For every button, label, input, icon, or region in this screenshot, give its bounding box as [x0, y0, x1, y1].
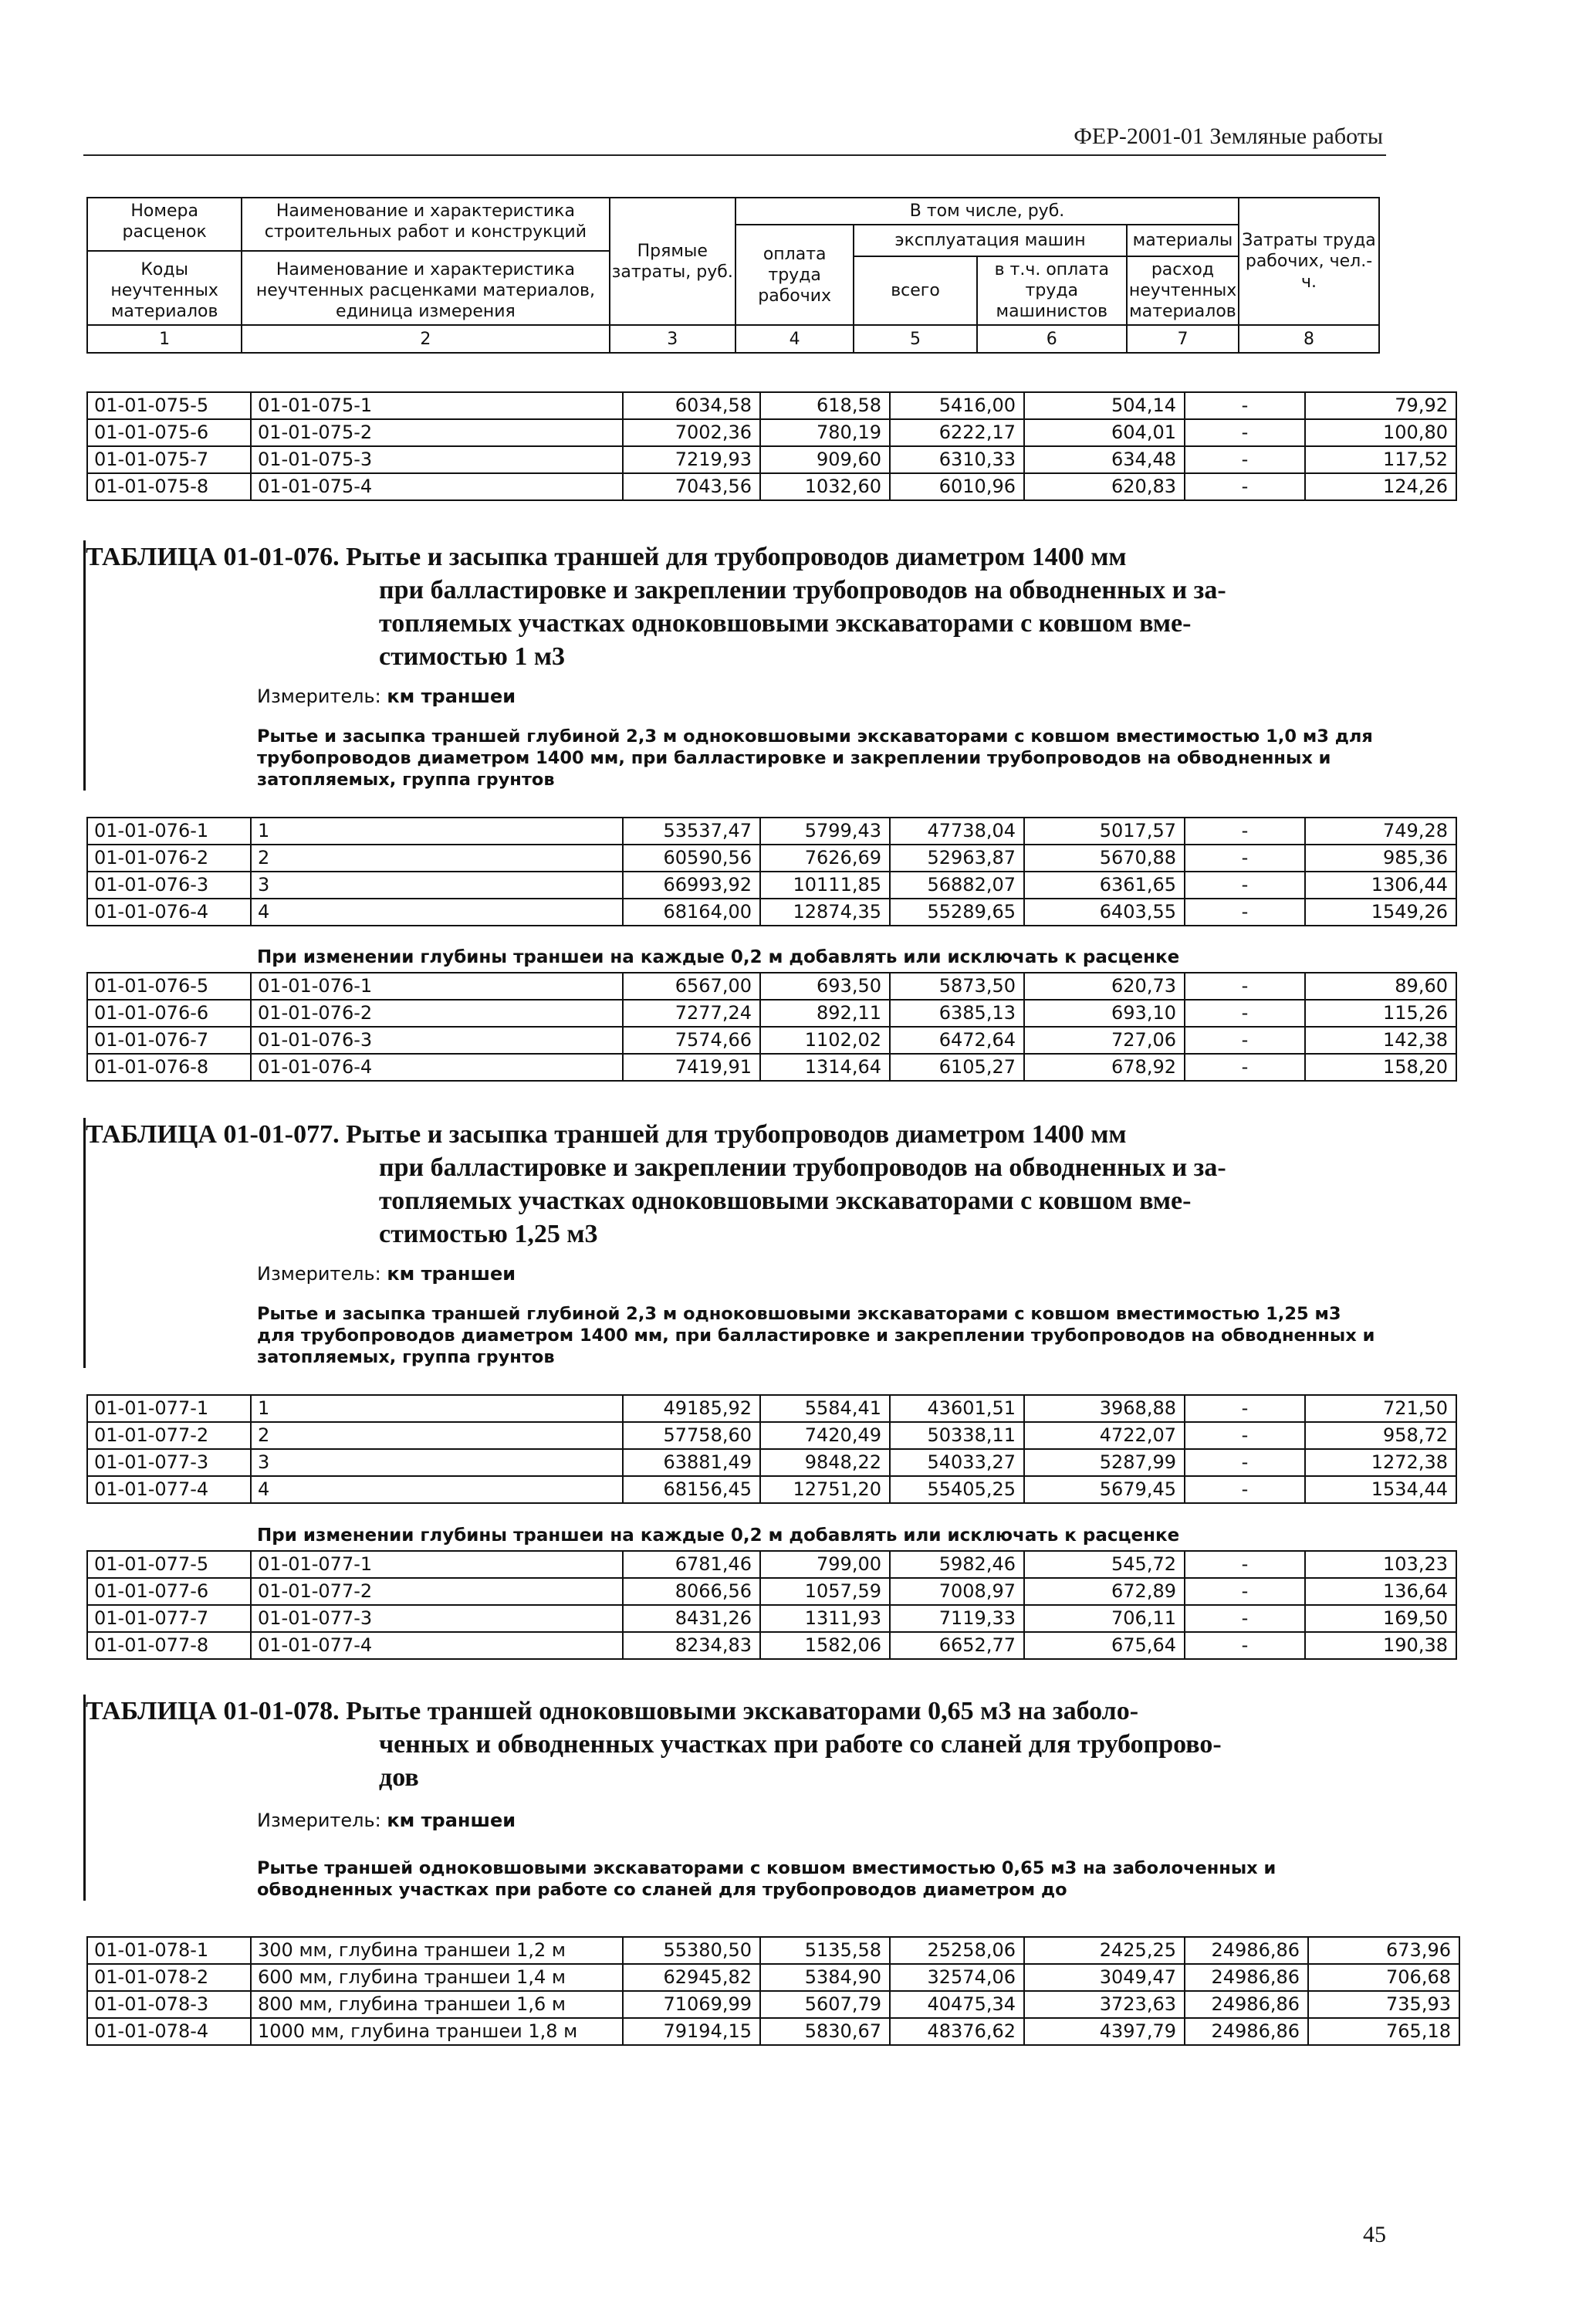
operators-pay: 678,92: [1024, 1054, 1185, 1081]
direct-costs: 7277,24: [623, 1000, 760, 1027]
labor-hours: 117,52: [1305, 446, 1456, 473]
operators-pay: 6403,55: [1024, 899, 1185, 926]
labor-pay: 693,50: [760, 973, 890, 1000]
rate-name: 3: [251, 1449, 623, 1476]
rate-code: 01-01-076-6: [87, 1000, 251, 1027]
materials: -: [1185, 1054, 1305, 1081]
direct-costs: 8066,56: [623, 1578, 760, 1605]
labor-hours: 136,64: [1305, 1578, 1456, 1605]
rate-code: 01-01-077-1: [87, 1395, 251, 1422]
table-076-subhead-wrap: [83, 943, 1386, 972]
rate-name: 800 мм, глубина траншеи 1,6 м: [251, 1991, 623, 2018]
labor-pay: 892,11: [760, 1000, 890, 1027]
materials: -: [1185, 1605, 1305, 1632]
direct-costs: 8431,26: [623, 1605, 760, 1632]
labor-hours: 1549,26: [1305, 899, 1456, 926]
rate-name: 01-01-075-4: [251, 473, 623, 500]
rate-name: 1000 мм, глубина траншеи 1,8 м: [251, 2018, 623, 2045]
direct-costs: 7043,56: [623, 473, 760, 500]
rate-name: 01-01-077-4: [251, 1632, 623, 1659]
machines-total: 43601,51: [890, 1395, 1024, 1422]
operators-pay: 3968,88: [1024, 1395, 1185, 1422]
labor-hours: 958,72: [1305, 1422, 1456, 1449]
machines-total: 5982,46: [890, 1551, 1024, 1578]
rate-name: 01-01-076-3: [251, 1027, 623, 1054]
labor-hours: 142,38: [1305, 1027, 1456, 1054]
direct-costs: 68156,45: [623, 1476, 760, 1503]
column-number: 4: [735, 325, 854, 353]
labor-pay: 1057,59: [760, 1578, 890, 1605]
rate-code: 01-01-076-3: [87, 872, 251, 899]
machines-total: 6010,96: [890, 473, 1024, 500]
table-row: [87, 1578, 1456, 1605]
labor-pay: 799,00: [760, 1551, 890, 1578]
materials: 24986,86: [1185, 1964, 1308, 1991]
header-codes-cell: [87, 198, 242, 325]
table-row: [87, 1991, 1459, 2018]
page-number: 45: [1363, 2222, 1386, 2247]
table-077-lead: ТАБЛИЦА 01-01-077.: [86, 1120, 340, 1149]
direct-costs: 66993,92: [623, 872, 760, 899]
measure-label: Измеритель:: [257, 1263, 381, 1285]
labor-pay: 909,60: [760, 446, 890, 473]
operators-pay: 5670,88: [1024, 845, 1185, 872]
operators-pay: 634,48: [1024, 446, 1185, 473]
header-name-bottom: Наименование и характеристика неучтенных расценками материалов, единица измерения: [255, 260, 595, 321]
labor-hours: 749,28: [1305, 818, 1456, 845]
rate-code: 01-01-076-1: [87, 818, 251, 845]
header-codes-bottom: Коды неучтенных материалов: [110, 260, 218, 321]
direct-costs: 6034,58: [623, 392, 760, 419]
header-divider: [88, 250, 241, 252]
table-076-title-line: стимостью 1 м3: [379, 642, 566, 671]
table-078-title: [86, 1695, 1388, 1794]
machines-total: 55289,65: [890, 899, 1024, 926]
rate-code: 01-01-075-5: [87, 392, 251, 419]
measure-label: Измеритель:: [257, 686, 381, 707]
operators-pay: 4397,79: [1024, 2018, 1185, 2045]
machines-total: 7008,97: [890, 1578, 1024, 1605]
table-078-section: [83, 1695, 1388, 1901]
direct-costs: 7219,93: [623, 446, 760, 473]
rates-table-076-depth: [86, 972, 1457, 1082]
operators-pay: 3723,63: [1024, 1991, 1185, 2018]
header-machines: эксплуатация машин: [854, 225, 1127, 256]
rate-name: 300 мм, глубина траншеи 1,2 м: [251, 1937, 623, 1964]
labor-pay: 12874,35: [760, 899, 890, 926]
materials: -: [1185, 1551, 1305, 1578]
table-row: [87, 419, 1456, 446]
table-row: [87, 1551, 1456, 1578]
materials: -: [1185, 446, 1305, 473]
table-row: [87, 1937, 1459, 1964]
operators-pay: 5287,99: [1024, 1449, 1185, 1476]
direct-costs: 63881,49: [623, 1449, 760, 1476]
machines-total: 55405,25: [890, 1476, 1024, 1503]
rate-code: 01-01-076-2: [87, 845, 251, 872]
materials: -: [1185, 845, 1305, 872]
header-direct-costs: Прямые затраты, руб.: [610, 198, 736, 325]
table-078-lead: ТАБЛИЦА 01-01-078.: [86, 1697, 340, 1725]
labor-pay: 12751,20: [760, 1476, 890, 1503]
table-076-title-line: Рытье и засыпка траншей для трубопроводов диаметром 1400 мм: [346, 543, 1127, 571]
table-077-section: [83, 1118, 1388, 1368]
labor-pay: 5384,90: [760, 1964, 890, 1991]
operators-pay: 706,11: [1024, 1605, 1185, 1632]
rate-code: 01-01-078-1: [87, 1937, 251, 1964]
rate-code: 01-01-076-5: [87, 973, 251, 1000]
table-078-title-line: Рытье траншей одноковшовыми экскаваторами 0,65 м3 на заболо-: [346, 1697, 1139, 1725]
labor-hours: 673,96: [1308, 1937, 1459, 1964]
operators-pay: 672,89: [1024, 1578, 1185, 1605]
materials: -: [1185, 872, 1305, 899]
labor-pay: 9848,22: [760, 1449, 890, 1476]
materials: -: [1185, 1632, 1305, 1659]
header-labor-costs: Затраты труда рабочих, чел.-ч.: [1239, 198, 1379, 325]
header-materials: материалы: [1127, 225, 1239, 256]
table-row: [87, 973, 1456, 1000]
labor-pay: 5799,43: [760, 818, 890, 845]
labor-pay: 5584,41: [760, 1395, 890, 1422]
labor-hours: 985,36: [1305, 845, 1456, 872]
table-row: [87, 872, 1456, 899]
labor-pay: 5830,67: [760, 2018, 890, 2045]
table-row: [87, 392, 1456, 419]
table-077-title-line: Рытье и засыпка траншей для трубопроводов диаметром 1400 мм: [346, 1120, 1127, 1149]
machines-total: 25258,06: [890, 1937, 1024, 1964]
labor-hours: 124,26: [1305, 473, 1456, 500]
table-076-lead: ТАБЛИЦА 01-01-076.: [86, 543, 340, 571]
labor-pay: 10111,85: [760, 872, 890, 899]
direct-costs: 62945,82: [623, 1964, 760, 1991]
header-including: В том числе, руб.: [735, 198, 1239, 225]
column-number: 3: [610, 325, 736, 353]
table-row: [87, 2018, 1459, 2045]
table-row: [87, 1476, 1456, 1503]
table-row: [87, 1027, 1456, 1054]
machines-total: 50338,11: [890, 1422, 1024, 1449]
rate-code: 01-01-075-8: [87, 473, 251, 500]
table-row: [87, 1632, 1456, 1659]
measure-label: Измеритель:: [257, 1810, 381, 1831]
labor-hours: 190,38: [1305, 1632, 1456, 1659]
direct-costs: 49185,92: [623, 1395, 760, 1422]
machines-total: 54033,27: [890, 1449, 1024, 1476]
labor-hours: 79,92: [1305, 392, 1456, 419]
rate-name: 3: [251, 872, 623, 899]
rate-name: 01-01-075-3: [251, 446, 623, 473]
table-row: [87, 1054, 1456, 1081]
rate-name: 01-01-076-2: [251, 1000, 623, 1027]
rate-code: 01-01-077-6: [87, 1578, 251, 1605]
materials: -: [1185, 973, 1305, 1000]
table-077-measure: [257, 1263, 1388, 1285]
table-076-section: [83, 540, 1388, 791]
rate-code: 01-01-077-2: [87, 1422, 251, 1449]
materials: -: [1185, 392, 1305, 419]
labor-hours: 169,50: [1305, 1605, 1456, 1632]
direct-costs: 71069,99: [623, 1991, 760, 2018]
rate-name: 1: [251, 818, 623, 845]
direct-costs: 79194,15: [623, 2018, 760, 2045]
machines-total: 6105,27: [890, 1054, 1024, 1081]
labor-pay: 7626,69: [760, 845, 890, 872]
machines-total: 56882,07: [890, 872, 1024, 899]
rate-name: 01-01-076-4: [251, 1054, 623, 1081]
rate-code: 01-01-075-6: [87, 419, 251, 446]
rate-name: 2: [251, 845, 623, 872]
rate-name: 4: [251, 899, 623, 926]
machines-total: 52963,87: [890, 845, 1024, 872]
materials: 24986,86: [1185, 2018, 1308, 2045]
direct-costs: 7574,66: [623, 1027, 760, 1054]
rate-name: 600 мм, глубина траншеи 1,4 м: [251, 1964, 623, 1991]
machines-total: 5873,50: [890, 973, 1024, 1000]
header-machines-total: всего: [854, 256, 976, 325]
machines-total: 6652,77: [890, 1632, 1024, 1659]
labor-hours: 1306,44: [1305, 872, 1456, 899]
header-divider: [242, 250, 608, 252]
rate-code: 01-01-078-3: [87, 1991, 251, 2018]
direct-costs: 53537,47: [623, 818, 760, 845]
materials: -: [1185, 419, 1305, 446]
rate-name: 01-01-077-2: [251, 1578, 623, 1605]
direct-costs: 55380,50: [623, 1937, 760, 1964]
direct-costs: 6781,46: [623, 1551, 760, 1578]
running-head: ФЕР-2001-01 Земляные работы: [1074, 124, 1383, 149]
rate-code: 01-01-075-7: [87, 446, 251, 473]
rates-table-077-depth: [86, 1550, 1457, 1660]
labor-hours: 706,68: [1308, 1964, 1459, 1991]
rate-code: 01-01-076-4: [87, 899, 251, 926]
rate-code: 01-01-077-5: [87, 1551, 251, 1578]
rates-table-076: [86, 817, 1457, 926]
table-076-subheading: При изменении глубины траншеи на каждые 0,2 м добавлять или исключать к расценке: [257, 947, 1180, 967]
materials: -: [1185, 1578, 1305, 1605]
table-078-title-line: дов: [379, 1763, 419, 1792]
labor-hours: 765,18: [1308, 2018, 1459, 2045]
rates-table-077: [86, 1394, 1457, 1504]
rate-name: 01-01-077-3: [251, 1605, 623, 1632]
operators-pay: 620,83: [1024, 473, 1185, 500]
operators-pay: 620,73: [1024, 973, 1185, 1000]
labor-hours: 1534,44: [1305, 1476, 1456, 1503]
rate-name: 2: [251, 1422, 623, 1449]
rate-name: 01-01-075-1: [251, 392, 623, 419]
table-076-description: Рытье и засыпка траншей глубиной 2,3 м одноковшовыми экскаваторами с ковшом вместимостью 1,0 м3 для трубопроводов диаметром 1400 мм, при балластировке и закреплении трубопроводов на обводненных и затопляемых, группа грунтов: [257, 726, 1373, 790]
labor-hours: 89,60: [1305, 973, 1456, 1000]
operators-pay: 3049,47: [1024, 1964, 1185, 1991]
direct-costs: 8234,83: [623, 1632, 760, 1659]
labor-pay: 1582,06: [760, 1632, 890, 1659]
operators-pay: 504,14: [1024, 392, 1185, 419]
table-076-title: [86, 540, 1388, 673]
direct-costs: 7419,91: [623, 1054, 760, 1081]
rate-code: 01-01-076-8: [87, 1054, 251, 1081]
table-row: [87, 899, 1456, 926]
rate-name: 01-01-077-1: [251, 1551, 623, 1578]
rate-name: 1: [251, 1395, 623, 1422]
table-078-title-line: ченных и обводненных участках при работе со сланей для трубопрово-: [379, 1730, 1222, 1759]
column-number: 8: [1239, 325, 1379, 353]
materials: -: [1185, 1000, 1305, 1027]
labor-pay: 1311,93: [760, 1605, 890, 1632]
materials: -: [1185, 473, 1305, 500]
table-076-title-line: топляемых участках одноковшовыми экскаваторами с ковшом вме-: [379, 609, 1192, 638]
rate-name: 01-01-075-2: [251, 419, 623, 446]
operators-pay: 6361,65: [1024, 872, 1185, 899]
table-077-subheading: При изменении глубины траншеи на каждые 0,2 м добавлять или исключать к расценке: [257, 1525, 1180, 1546]
table-row: [87, 1449, 1456, 1476]
table-row: [87, 818, 1456, 845]
direct-costs: 6567,00: [623, 973, 760, 1000]
column-number: 7: [1127, 325, 1239, 353]
rates-table-075: [86, 391, 1457, 501]
table-077-subhead-wrap: [83, 1521, 1386, 1550]
column-number: 5: [854, 325, 976, 353]
table-row: [87, 1000, 1456, 1027]
column-number: 2: [242, 325, 609, 353]
machines-total: 6222,17: [890, 419, 1024, 446]
labor-pay: 5607,79: [760, 1991, 890, 2018]
materials: -: [1185, 1476, 1305, 1503]
labor-hours: 100,80: [1305, 419, 1456, 446]
rate-code: 01-01-077-7: [87, 1605, 251, 1632]
table-078-description: Рытье траншей одноковшовыми экскаваторами с ковшом вместимостью 0,65 м3 на заболоченных и обводненных участках при работе со сланей для трубопроводов диаметром до: [257, 1858, 1276, 1900]
table-077-title-line: при балластировке и закреплении трубопроводов на обводненных и за-: [379, 1153, 1226, 1182]
table-row: [87, 845, 1456, 872]
measure-value: км траншеи: [387, 686, 516, 707]
header-labor-pay: оплата труда рабочих: [735, 225, 854, 325]
operators-pay: 2425,25: [1024, 1937, 1185, 1964]
table-row: [87, 446, 1456, 473]
table-row: [87, 1422, 1456, 1449]
rate-code: 01-01-076-7: [87, 1027, 251, 1054]
column-number: 1: [87, 325, 242, 353]
direct-costs: 60590,56: [623, 845, 760, 872]
labor-hours: 115,26: [1305, 1000, 1456, 1027]
rate-code: 01-01-077-8: [87, 1632, 251, 1659]
operators-pay: 5017,57: [1024, 818, 1185, 845]
rate-code: 01-01-078-4: [87, 2018, 251, 2045]
materials: -: [1185, 1449, 1305, 1476]
labor-pay: 1314,64: [760, 1054, 890, 1081]
operators-pay: 675,64: [1024, 1632, 1185, 1659]
machines-total: 32574,06: [890, 1964, 1024, 1991]
machines-total: 7119,33: [890, 1605, 1024, 1632]
table-076-title-line: при балластировке и закреплении трубопроводов на обводненных и за-: [379, 576, 1226, 604]
operators-pay: 727,06: [1024, 1027, 1185, 1054]
measure-value: км траншеи: [387, 1810, 516, 1831]
header-name-top: Наименование и характеристика строительных работ и конструкций: [264, 201, 587, 242]
machines-total: 47738,04: [890, 818, 1024, 845]
rate-code: 01-01-077-4: [87, 1476, 251, 1503]
operators-pay: 5679,45: [1024, 1476, 1185, 1503]
rate-code: 01-01-077-3: [87, 1449, 251, 1476]
labor-hours: 1272,38: [1305, 1449, 1456, 1476]
table-row: [87, 1964, 1459, 1991]
machines-total: 48376,62: [890, 2018, 1024, 2045]
labor-hours: 721,50: [1305, 1395, 1456, 1422]
direct-costs: 57758,60: [623, 1422, 760, 1449]
operators-pay: 545,72: [1024, 1551, 1185, 1578]
column-header-table: [86, 197, 1380, 354]
header-codes-top: Номера расценок: [122, 201, 207, 242]
materials: -: [1185, 1422, 1305, 1449]
machines-total: 6472,64: [890, 1027, 1024, 1054]
table-077-title: [86, 1118, 1388, 1251]
materials: 24986,86: [1185, 1991, 1308, 2018]
materials: -: [1185, 899, 1305, 926]
operators-pay: 4722,07: [1024, 1422, 1185, 1449]
materials: -: [1185, 1395, 1305, 1422]
labor-pay: 618,58: [760, 392, 890, 419]
header-materials-unaccounted: расход неучтенных материалов: [1127, 256, 1239, 325]
machines-total: 5416,00: [890, 392, 1024, 419]
materials: -: [1185, 1027, 1305, 1054]
table-077-title-line: топляемых участках одноковшовыми экскаваторами с ковшом вме-: [379, 1187, 1192, 1215]
header-rule: [83, 154, 1386, 156]
operators-pay: 693,10: [1024, 1000, 1185, 1027]
table-row: [87, 1395, 1456, 1422]
table-076-measure: [257, 686, 1388, 707]
labor-pay: 7420,49: [760, 1422, 890, 1449]
labor-hours: 735,93: [1308, 1991, 1459, 2018]
rate-name: 4: [251, 1476, 623, 1503]
materials: 24986,86: [1185, 1937, 1308, 1964]
machines-total: 40475,34: [890, 1991, 1024, 2018]
direct-costs: 68164,00: [623, 899, 760, 926]
labor-pay: 780,19: [760, 419, 890, 446]
labor-pay: 1102,02: [760, 1027, 890, 1054]
rate-name: 01-01-076-1: [251, 973, 623, 1000]
header-machines-operators: в т.ч. оплата труда машинистов: [977, 256, 1127, 325]
operators-pay: 604,01: [1024, 419, 1185, 446]
labor-pay: 5135,58: [760, 1937, 890, 1964]
direct-costs: 7002,36: [623, 419, 760, 446]
rates-table-078: [86, 1936, 1460, 2046]
table-row: [87, 1605, 1456, 1632]
header-name-cell: [242, 198, 609, 325]
labor-hours: 158,20: [1305, 1054, 1456, 1081]
rate-code: 01-01-078-2: [87, 1964, 251, 1991]
machines-total: 6385,13: [890, 1000, 1024, 1027]
machines-total: 6310,33: [890, 446, 1024, 473]
materials: -: [1185, 818, 1305, 845]
labor-pay: 1032,60: [760, 473, 890, 500]
table-077-title-line: стимостью 1,25 м3: [379, 1220, 598, 1248]
measure-value: км траншеи: [387, 1263, 516, 1285]
table-078-measure: [257, 1810, 1388, 1831]
labor-hours: 103,23: [1305, 1551, 1456, 1578]
column-number: 6: [977, 325, 1127, 353]
table-077-description: Рытье и засыпка траншей глубиной 2,3 м одноковшовыми экскаваторами с ковшом вместимостью 1,25 м3 для трубопроводов диаметром 1400 мм, при балластировке и закреплении трубопроводов на обводненных и затопляемых, группа грунтов: [257, 1304, 1375, 1367]
table-row: [87, 473, 1456, 500]
